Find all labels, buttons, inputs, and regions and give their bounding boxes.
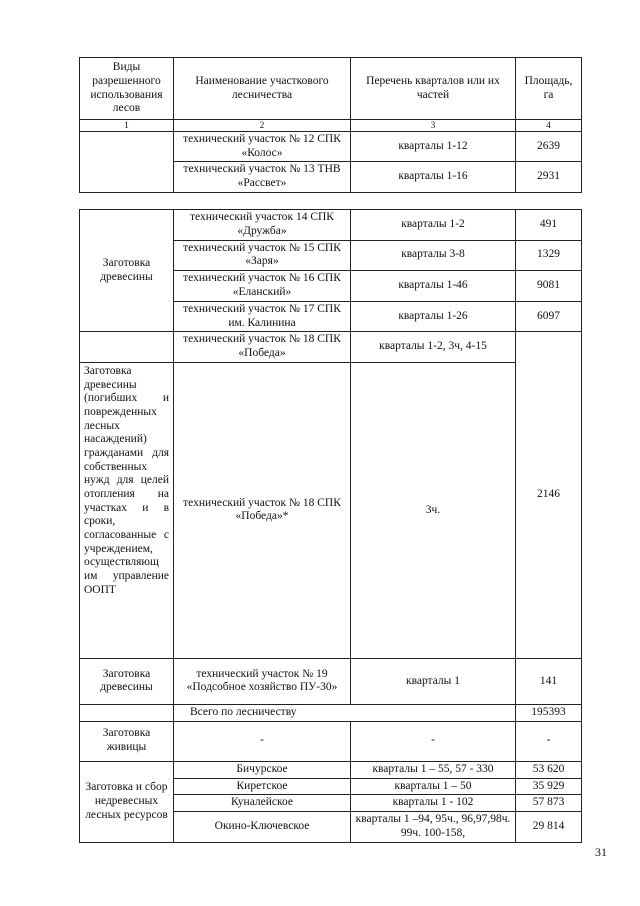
area-cell: 9081 (516, 271, 582, 302)
header-forestry-name: Наименование участкового лесничества (174, 58, 351, 120)
forestry-name-cell: технический участок 14 СПК «Дружба» (174, 210, 351, 241)
total-area: 195393 (516, 704, 582, 721)
table-row (80, 721, 582, 761)
quarters-cell: кварталы 1-46 (351, 271, 516, 302)
forestry-table-main (79, 209, 582, 843)
quarters-cell: кварталы 1 - 102 (351, 795, 516, 812)
area-cell: - (516, 721, 582, 761)
quarters-cell: кварталы 1-26 (351, 301, 516, 332)
area-cell: 141 (516, 658, 582, 704)
total-row (80, 704, 582, 721)
header-use-types: Виды разрешенного использования лесов (80, 58, 174, 120)
use-type-cell: Заготовка и сбор недревесных лесных ресурсов (80, 761, 174, 842)
quarters-cell: кварталы 1-2 (351, 210, 516, 241)
area-cell: 2639 (516, 131, 582, 162)
forestry-name-cell: технический участок № 16 СПК «Еланский» (174, 271, 351, 302)
header-area: Площадь, га (516, 58, 582, 120)
forestry-name-cell: технический участок № 13 ТНВ «Рассвет» (174, 162, 351, 193)
total-label: Всего по лесничеству (174, 704, 516, 721)
quarters-cell: кварталы 1 – 55, 57 - 330 (351, 761, 516, 778)
header-num-3: 3 (351, 120, 516, 132)
forestry-name-cell: технический участок № 17 СПК им. Калинина (174, 301, 351, 332)
use-type-cell: Заготовка древесины (80, 658, 174, 704)
area-cell: 2146 (516, 332, 582, 659)
header-num-2: 2 (174, 120, 351, 132)
area-cell: 2931 (516, 162, 582, 193)
forestry-name-cell: Киретское (174, 778, 351, 795)
quarters-cell: кварталы 3-8 (351, 240, 516, 271)
area-cell: 491 (516, 210, 582, 241)
table-row (80, 131, 582, 162)
forestry-name-cell: Бичурское (174, 761, 351, 778)
use-type-cell (80, 131, 174, 192)
use-type-cell: Заготовка древесины (погибших и поврежденных лесных насаждений) гражданами для собственных нужд для целей отопления на участках и в сроки, согласованные с учреждением, осуществляющ им управление ООПТ (80, 362, 174, 658)
quarters-cell: 3ч. (351, 362, 516, 658)
table-row (80, 210, 582, 241)
forestry-name-cell: технический участок № 18 СПК «Победа»* (174, 362, 351, 658)
area-cell: 29 814 (516, 812, 582, 843)
area-cell: 35 929 (516, 778, 582, 795)
table-row (80, 332, 582, 363)
forestry-table-top (79, 57, 582, 193)
use-type-cell: Заготовка древесины (80, 210, 174, 332)
quarters-cell: кварталы 1-16 (351, 162, 516, 193)
quarters-cell: кварталы 1 – 50 (351, 778, 516, 795)
header-num-1: 1 (80, 120, 174, 132)
table-row (80, 761, 582, 778)
quarters-cell: кварталы 1 –94, 95ч., 96,97,98ч. 99ч. 100-158, (351, 812, 516, 843)
forestry-name-cell: технический участок № 15 СПК «Заря» (174, 240, 351, 271)
area-cell: 57 873 (516, 795, 582, 812)
forestry-name-cell: технический участок № 19 «Подсобное хозяйство ПУ-30» (174, 658, 351, 704)
use-type-cell (80, 704, 174, 721)
area-cell: 1329 (516, 240, 582, 271)
quarters-cell: кварталы 1 (351, 658, 516, 704)
forestry-name-cell: технический участок № 18 СПК «Победа» (174, 332, 351, 363)
use-type-cell (80, 332, 174, 363)
use-type-cell: Заготовка живицы (80, 721, 174, 761)
forestry-name-cell: Куналейское (174, 795, 351, 812)
table-row (80, 362, 582, 658)
quarters-cell: кварталы 1-12 (351, 131, 516, 162)
quarters-cell: кварталы 1-2, 3ч, 4-15 (351, 332, 516, 363)
forestry-name-cell: технический участок № 12 СПК «Колос» (174, 131, 351, 162)
area-cell: 6097 (516, 301, 582, 332)
quarters-cell: - (351, 721, 516, 761)
area-cell: 53 620 (516, 761, 582, 778)
forestry-name-cell: Окино-Ключевское (174, 812, 351, 843)
forestry-name-cell: - (174, 721, 351, 761)
table-row (80, 658, 582, 704)
header-quarters: Перечень кварталов или их частей (351, 58, 516, 120)
header-num-4: 4 (516, 120, 582, 132)
page-number: 31 (595, 845, 607, 859)
